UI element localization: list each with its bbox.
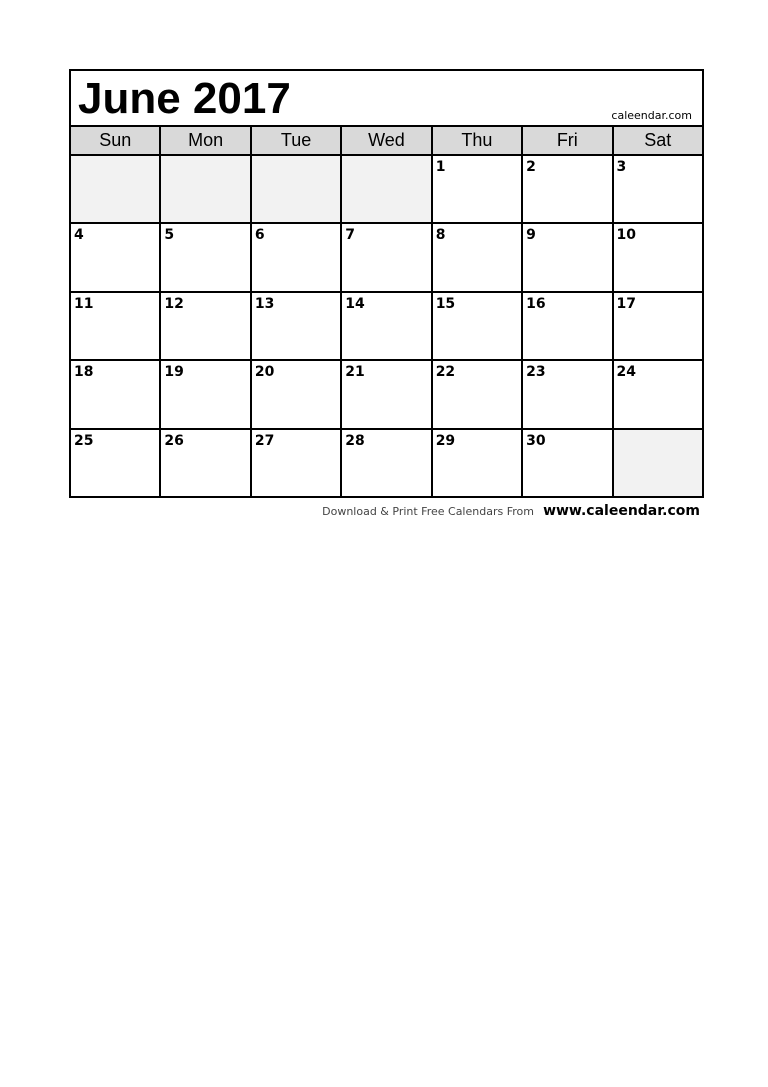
day-number: 25 — [74, 432, 94, 449]
day-number: 27 — [254, 432, 275, 449]
day-cell[interactable] — [523, 156, 613, 222]
day-number: 8 — [435, 227, 446, 244]
day-number: 7 — [345, 227, 356, 244]
day-number: 24 — [616, 364, 637, 381]
day-cell[interactable] — [71, 224, 161, 290]
empty-day-cell — [342, 156, 432, 222]
day-cell[interactable] — [433, 430, 523, 496]
day-number: 10 — [616, 227, 637, 244]
day-cell[interactable] — [342, 224, 432, 290]
day-cell[interactable] — [252, 224, 342, 290]
day-cell[interactable] — [523, 361, 613, 427]
day-cell[interactable] — [161, 293, 251, 359]
day-cell[interactable] — [161, 224, 251, 290]
day-number: 16 — [526, 295, 546, 312]
calendar-title: June 2017 — [78, 74, 291, 123]
calendar-site-label: caleendar.com — [611, 109, 692, 122]
day-cell[interactable] — [614, 224, 702, 290]
week-row — [71, 430, 702, 496]
day-number: 18 — [74, 364, 94, 381]
weekday-thu: Thu — [433, 127, 523, 154]
calendar — [69, 69, 704, 498]
empty-day-cell — [71, 156, 161, 222]
calendar-grid — [71, 156, 702, 496]
day-number: 20 — [254, 364, 275, 381]
day-number: 26 — [164, 432, 184, 449]
day-cell[interactable] — [252, 430, 342, 496]
day-cell[interactable] — [342, 361, 432, 427]
day-cell[interactable] — [71, 430, 161, 496]
day-number: 1 — [435, 159, 446, 175]
weekday-wed: Wed — [342, 127, 432, 154]
day-cell[interactable] — [252, 293, 342, 359]
footer-text: Download & Print Free Calendars From — [322, 505, 534, 518]
day-number: 19 — [164, 364, 184, 381]
day-number: 30 — [526, 432, 546, 449]
day-cell[interactable] — [252, 361, 342, 427]
day-number: 22 — [435, 364, 456, 381]
day-cell[interactable] — [523, 430, 613, 496]
weekday-sun: Sun — [71, 127, 161, 154]
footer-url[interactable]: www.caleendar.com — [543, 503, 700, 519]
day-cell[interactable] — [614, 361, 702, 427]
day-number: 3 — [616, 159, 627, 175]
day-number: 9 — [526, 227, 536, 244]
week-row — [71, 293, 702, 361]
day-number: 4 — [74, 227, 84, 244]
day-cell[interactable] — [614, 293, 702, 359]
day-number: 17 — [616, 295, 637, 312]
day-number: 29 — [435, 432, 456, 449]
calendar-header — [71, 71, 702, 127]
day-number: 23 — [526, 364, 546, 381]
day-cell[interactable] — [342, 293, 432, 359]
day-number: 13 — [254, 295, 275, 312]
day-number: 5 — [164, 227, 175, 244]
week-row — [71, 224, 702, 292]
day-cell[interactable] — [523, 224, 613, 290]
day-cell[interactable] — [523, 293, 613, 359]
day-number: 12 — [164, 295, 184, 312]
day-number: 6 — [254, 227, 265, 244]
day-number: 2 — [526, 159, 536, 175]
day-cell[interactable] — [342, 430, 432, 496]
empty-day-cell — [252, 156, 342, 222]
day-cell[interactable] — [433, 156, 523, 222]
day-number: 15 — [435, 295, 456, 312]
day-number: 11 — [74, 295, 94, 312]
weekday-sat: Sat — [644, 130, 672, 150]
weekday-header-row — [71, 127, 702, 156]
weekday-tue: Tue — [252, 127, 342, 154]
footer — [322, 500, 700, 519]
day-cell[interactable] — [71, 293, 161, 359]
week-row — [71, 156, 702, 224]
day-cell[interactable] — [71, 361, 161, 427]
empty-day-cell — [161, 156, 251, 222]
day-cell[interactable] — [161, 430, 251, 496]
weekday-fri: Fri — [523, 127, 613, 154]
day-cell[interactable] — [433, 224, 523, 290]
day-cell[interactable] — [433, 293, 523, 359]
day-cell[interactable] — [433, 361, 523, 427]
day-cell[interactable] — [161, 361, 251, 427]
day-number: 14 — [345, 295, 365, 312]
weekday-mon: Mon — [161, 127, 251, 154]
day-number: 21 — [345, 364, 365, 381]
day-cell[interactable] — [614, 156, 702, 222]
week-row — [71, 361, 702, 429]
day-number: 28 — [345, 432, 365, 449]
empty-day-cell — [614, 430, 702, 496]
